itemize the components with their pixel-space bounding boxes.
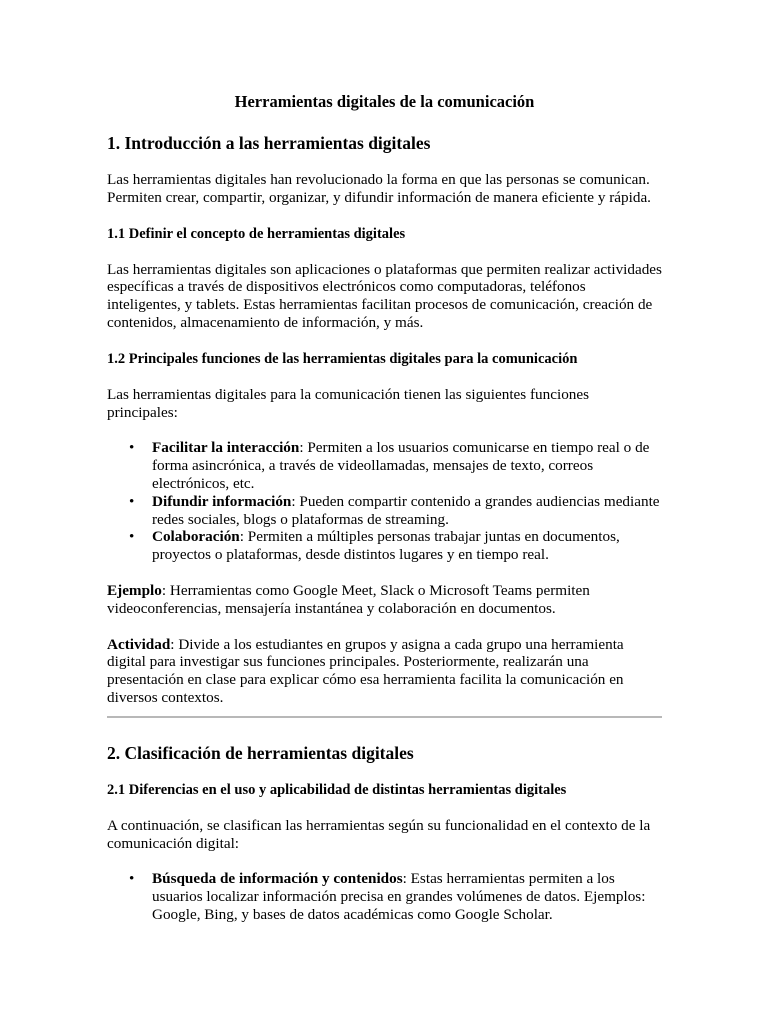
list-item xyxy=(129,528,662,564)
horizontal-divider xyxy=(107,716,662,718)
list-item-desc: : Pueden compartir contenido a grandes audiencias mediante redes sociales, blogs o plataformas de streaming. xyxy=(152,492,660,528)
section-1-intro: Las herramientas digitales han revolucionado la forma en que las personas se comunican. Permiten crear, compartir, organizar, y difundir información de manera eficiente y rápida. xyxy=(107,171,651,206)
example-text: : Herramientas como Google Meet, Slack o Microsoft Teams permiten videoconferencias, mensajería instantánea y colaboración en documentos. xyxy=(107,581,590,617)
list-item-term: Facilitar la interacción xyxy=(152,439,300,457)
example-label: Ejemplo xyxy=(107,581,162,599)
section-1-heading: 1. Introducción a las herramientas digitales xyxy=(107,133,431,153)
list-item-desc: : Permiten a los usuarios comunicarse en tiempo real o de forma asincrónica, a través de videollamadas, mensajes de texto, correos electrónicos, etc. xyxy=(152,439,650,492)
activity-label: Actividad xyxy=(107,635,171,653)
list-item-term: Colaboración xyxy=(152,528,240,546)
example-paragraph xyxy=(107,582,662,618)
list-item-desc: : Estas herramientas permiten a los usuarios localizar información precisa en grandes volúmenes de datos. Ejemplos: Google, Bing, y bases de datos académicas como Google Scholar. xyxy=(152,870,646,923)
list-item xyxy=(129,492,662,529)
list-item xyxy=(129,870,662,923)
section-1-1-heading: 1.1 Definir el concepto de herramientas digitales xyxy=(107,225,406,242)
section-2-1-text: A continuación, se clasifican las herramientas según su funcionalidad en el contexto de la comunicación digital: xyxy=(107,816,651,852)
bullet-icon: • xyxy=(129,870,135,888)
bullet-icon: • xyxy=(129,492,135,510)
functions-list xyxy=(107,439,662,564)
classification-list xyxy=(107,870,662,923)
list-item xyxy=(129,439,662,492)
activity-paragraph xyxy=(107,636,662,707)
bullet-icon: • xyxy=(129,528,135,546)
document-page xyxy=(107,92,662,942)
document-title: Herramientas digitales de la comunicación xyxy=(234,92,535,111)
activity-text: : Divide a los estudiantes en grupos y asigna a cada grupo una herramienta digital para investigar sus funciones principales. Posteriormente, realizarán una presentación en clase para explicar cómo esa herramienta facilita la comunicación en diversos contextos. xyxy=(107,635,624,706)
bullet-icon: • xyxy=(129,439,135,457)
section-1-1-text: Las herramientas digitales son aplicaciones o plataformas que permiten realizar actividades específicas a través de dispositivos electrónicos como computadoras, teléfonos inteligentes, y tablets. Estas herramientas facilitan procesos de comunicación, creación de contenidos, almacenamiento de información, y más. xyxy=(107,260,662,331)
section-2-1-heading: 2.1 Diferencias en el uso y aplicabilidad de distintas herramientas digitales xyxy=(107,781,567,798)
list-item-term: Difundir información xyxy=(152,492,292,510)
list-item-desc: : Permiten a múltiples personas trabajar juntas en documentos, proyectos o plataformas, desde distintos lugares y en tiempo real. xyxy=(152,528,620,564)
section-1-2-heading: 1.2 Principales funciones de las herramientas digitales para la comunicación xyxy=(107,350,578,367)
section-2-heading: 2. Clasificación de herramientas digitales xyxy=(107,742,414,763)
list-item-term: Búsqueda de información y contenidos xyxy=(152,870,403,888)
section-1-2-text: Las herramientas digitales para la comunicación tienen las siguientes funciones principales: xyxy=(107,385,590,421)
